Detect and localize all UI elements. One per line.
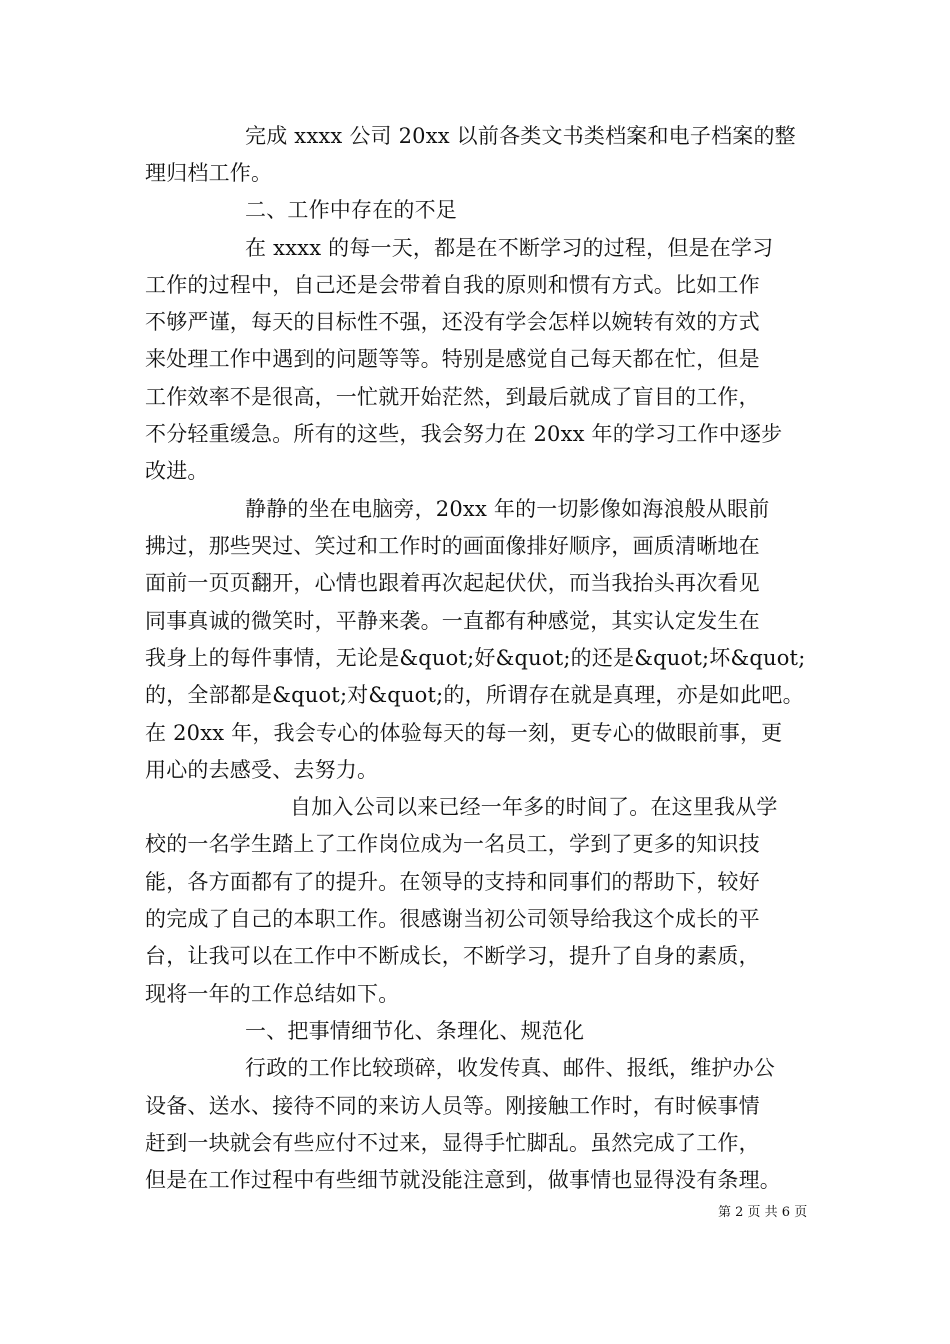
text-line: 不够严谨，每天的目标性不强，还没有学会怎样以婉转有效的方式 xyxy=(145,310,760,334)
text-line: 工作效率不是很高，一忙就开始茫然，到最后就成了盲目的工作， xyxy=(145,385,760,409)
text-line: 来处理工作中遇到的问题等等。特别是感觉自己每天都在忙，但是 xyxy=(145,347,760,371)
section-heading: 一、把事情细节化、条理化、规范化 xyxy=(245,1019,585,1043)
text-line: 用心的去感受、去努力。 xyxy=(145,758,379,782)
text-line: 的，全部都是&quot;对&quot;的，所谓存在就是真理，亦是如此吧。 xyxy=(145,683,804,707)
text-line: 赶到一块就会有些应付不过来，显得手忙脚乱。虽然完成了工作， xyxy=(145,1131,760,1155)
text-line: 在 xxxx 的每一天，都是在不断学习的过程，但是在学习 xyxy=(245,236,774,260)
text-line: 完成 xxxx 公司 20xx 以前各类文书类档案和电子档案的整 xyxy=(245,124,796,148)
text-line: 同事真诚的微笑时，平静来袭。一直都有种感觉，其实认定发生在 xyxy=(145,609,760,633)
text-line: 行政的工作比较琐碎，收发传真、邮件、报纸，维护办公 xyxy=(245,1056,775,1080)
text-line: 在 20xx 年，我会专心的体验每天的每一刻，更专心的做眼前事，更 xyxy=(145,721,783,745)
text-line: 能，各方面都有了的提升。在领导的支持和同事们的帮助下，较好 xyxy=(145,870,760,894)
text-line: 拂过，那些哭过、笑过和工作时的画面像排好顺序，画质清晰地在 xyxy=(145,534,760,558)
text-line: 的完成了自己的本职工作。很感谢当初公司领导给我这个成长的平 xyxy=(145,907,760,931)
text-line: 自加入公司以来已经一年多的时间了。在这里我从学 xyxy=(290,795,778,819)
text-line: 但是在工作过程中有些细节就没能注意到，做事情也显得没有条理。 xyxy=(145,1168,781,1192)
text-line: 理归档工作。 xyxy=(145,161,273,185)
text-line: 我身上的每件事情，无论是&quot;好&quot;的还是&quot;坏&quot; xyxy=(145,646,806,670)
text-line: 不分轻重缓急。所有的这些，我会努力在 20xx 年的学习工作中逐步 xyxy=(145,422,783,446)
text-line: 台，让我可以在工作中不断成长，不断学习，提升了自身的素质， xyxy=(145,944,760,968)
page-number: 第 2 页 共 6 页 xyxy=(718,1205,808,1220)
text-line: 现将一年的工作总结如下。 xyxy=(145,982,400,1006)
text-line: 校的一名学生踏上了工作岗位成为一名员工，学到了更多的知识技 xyxy=(145,832,760,856)
text-line: 静静的坐在电脑旁，20xx 年的一切影像如海浪般从眼前 xyxy=(245,497,770,521)
text-line: 面前一页页翻开，心情也跟着再次起起伏伏，而当我抬头再次看见 xyxy=(145,571,760,595)
text-line: 改进。 xyxy=(145,459,209,483)
section-heading: 二、工作中存在的不足 xyxy=(245,198,457,222)
text-line: 设备、送水、接待不同的来访人员等。刚接触工作时，有时候事情 xyxy=(145,1094,760,1118)
text-line: 工作的过程中，自己还是会带着自我的原则和惯有方式。比如工作 xyxy=(145,273,760,297)
